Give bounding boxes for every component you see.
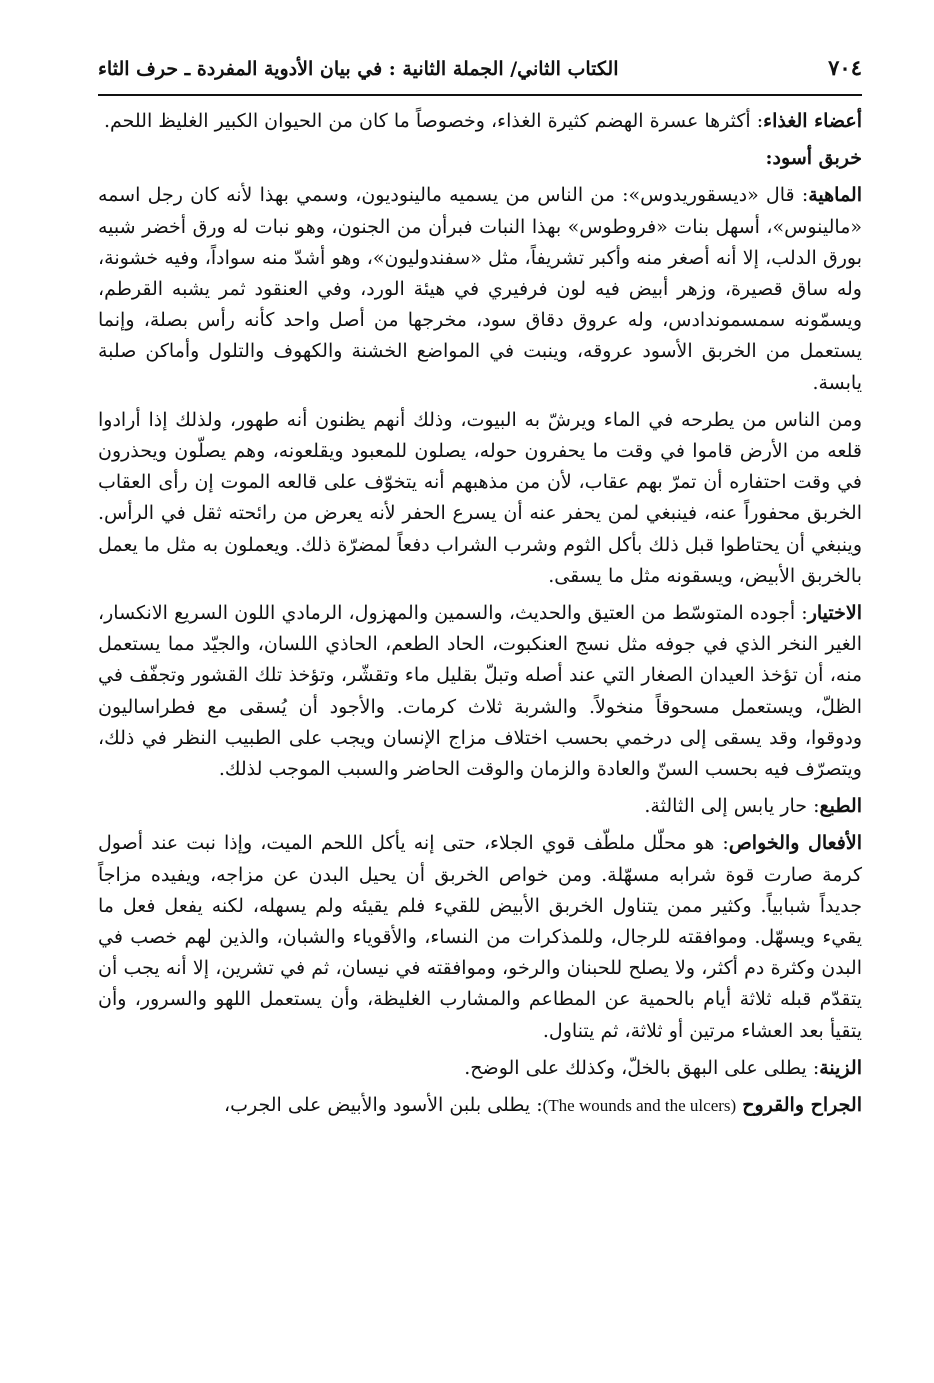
paragraph-text: : أجوده المتوسّط من العتيق والحديث، والسمين والمهزول، الرمادي اللون السريع الانكسار، الغير النخر الذي في جوفه مثل نسج العنكبوت، الحاد الطعم، الحاذي اللسان، والجيّد مما يستعمل منه، أن تؤخذ العيدان الصغار التي عند أصله وتبلّ بقليل ماء وتقشّر، وتؤخذ تلك القشور وتجفّف في الظلّ، ويستعمل مسحوقاً منخولاً. والشربة ثلاث كرمات. والأجود أن يُسقى مع فطراساليون ودوقوا، وقد يسقى إلى درخمي بحسب اختلاف مزاج الإنسان ويجب على الطبيب النظر في ذلك، ويتصرّف فيه بحسب السنّ والعادة والزمان والوقت الحاضر والسبب الموجب لذلك.	[98, 602, 862, 781]
paragraph	[98, 180, 862, 398]
paragraph-text: : يطلى بلبن الأسود والأبيض على الجرب،	[224, 1094, 543, 1117]
running-title: الكتاب الثاني/ الجملة الثانية : في بيان الأدوية المفردة ـ حرف الثاء	[98, 58, 619, 80]
paragraph-heading: الجراح والقروح	[742, 1094, 862, 1117]
page-body	[98, 106, 862, 1121]
paragraph-text: : يطلى على البهق بالخلّ، وكذلك على الوضح.	[464, 1056, 820, 1079]
paragraph-text: : حار يابس إلى الثالثة.	[644, 795, 820, 818]
paragraph-heading: الأفعال والخواص	[728, 832, 862, 855]
latin-gloss: (The wounds and the ulcers)	[542, 1096, 737, 1116]
paragraph-text: : أكثرها عسرة الهضم كثيرة الغذاء، وخصوصاً ما كان من الحيوان الكبير الغليظ اللحم.	[103, 110, 764, 132]
paragraph-heading: أعضاء الغذاء	[763, 110, 862, 132]
paragraph	[98, 106, 862, 137]
paragraph-heading: الاختيار	[807, 602, 862, 625]
paragraph	[98, 405, 862, 592]
paragraph-text: ومن الناس من يطرحه في الماء ويرشّ به البيوت، وذلك أنهم يظنون أنه طهور، ولذلك إذا أرادوا قلعه من الأرض قاموا في وقت ما يحفرون حوله، يصلون للمعبود ويقلعونه، وهم يصلّون ويحذرون في وقت احتفاره أن تمرّ بهم عقاب، لأن من مذهبهم أنه يتخوّف على قالعه الموت إن رأى العقاب الخربق محفوراً عنه، فينبغي لمن يحفر عنه أن يسرع الحفر لأنه يعرض من رائحته ثقل في الرأس. وينبغي أن يحتاطوا قبل ذلك بأكل الثوم وشرب الشراب دفعاً لمضرّة ذلك. ويعملون به مثل ما يعمل بالخربق الأبيض، ويسقونه مثل ما يسقى.	[98, 408, 862, 587]
paragraph	[98, 1090, 862, 1121]
paragraph-heading: خربق أسود:	[765, 147, 862, 170]
paragraph	[98, 598, 862, 785]
page-header	[98, 0, 862, 96]
page-number: ٧٠٤	[828, 55, 862, 80]
paragraph-heading: الزينة	[819, 1056, 862, 1079]
paragraph	[98, 791, 862, 822]
paragraph	[98, 143, 862, 174]
paragraph-text: : هو محلّل ملطّف قوي الجلاء، حتى إنه يأكل اللحم الميت، وإذا نبت عند أصول كرمة صارت قوة شرابه مسهّلة. ومن خواص الخربق أن يحيل البدن عن مزاجه، ويفيده مزاجاً جديداً شبابياً. وكثير ممن يتناول الخربق الأبيض للقيء فلم يقيئه ولم يسهله، لكنه يفعل فعل ما يقيء ويسهّل. وموافقته للرجال، وللمذكرات من النساء، والأقوياء والشبان، والذين لهم خصب في البدن وكثرة دم أكثر، ولا يصلح للحبنان والرخو، وموافقته في نيسان، ثم في تشرين، إلا أنه يجب أن يتقدّم قبله ثلاثة أيام بالحمية عن المطاعم والمشارب الغليظة، وأن يستعمل اللهو والسرور، وأن يتقيأ بعد العشاء مرتين أو ثلاثة، ثم يتناول.	[98, 832, 862, 1042]
paragraph-heading: الطبع	[819, 795, 862, 818]
paragraph-text: : قال «ديسقوريدوس»: من الناس من يسميه مالينوديون، وسمي بهذا لأنه كان رجل اسمه «مالينوس»، أسهل بنات «فروطوس» بهذا النبات فبرأن من الجنون، وهو نبات له ورق أخضر شبيه بورق الدلب، إلا أنه أصغر منه وأكبر تشريفاً، مثل «سفندوليون»، وهو أشدّ منه سواداً، وفيه خشونة، وله ساق قصيرة، وزهر أبيض فيه لون فرفيري في هيئة الورد، وفي العنقود ثمر يشبه القرطم، ويسمّونه سمسموندادس، وله عروق دقاق سود، مخرجها من أصل واحد كأنه رأس بصلة، وإنما يستعمل من الخربق الأسود عروقه، وينبت في المواضع الخشنة والكهوف والتلول وأماكن صلبة يابسة.	[98, 184, 862, 394]
paragraph	[98, 828, 862, 1046]
paragraph-heading: الماهية	[808, 184, 862, 207]
paragraph	[98, 1053, 862, 1084]
